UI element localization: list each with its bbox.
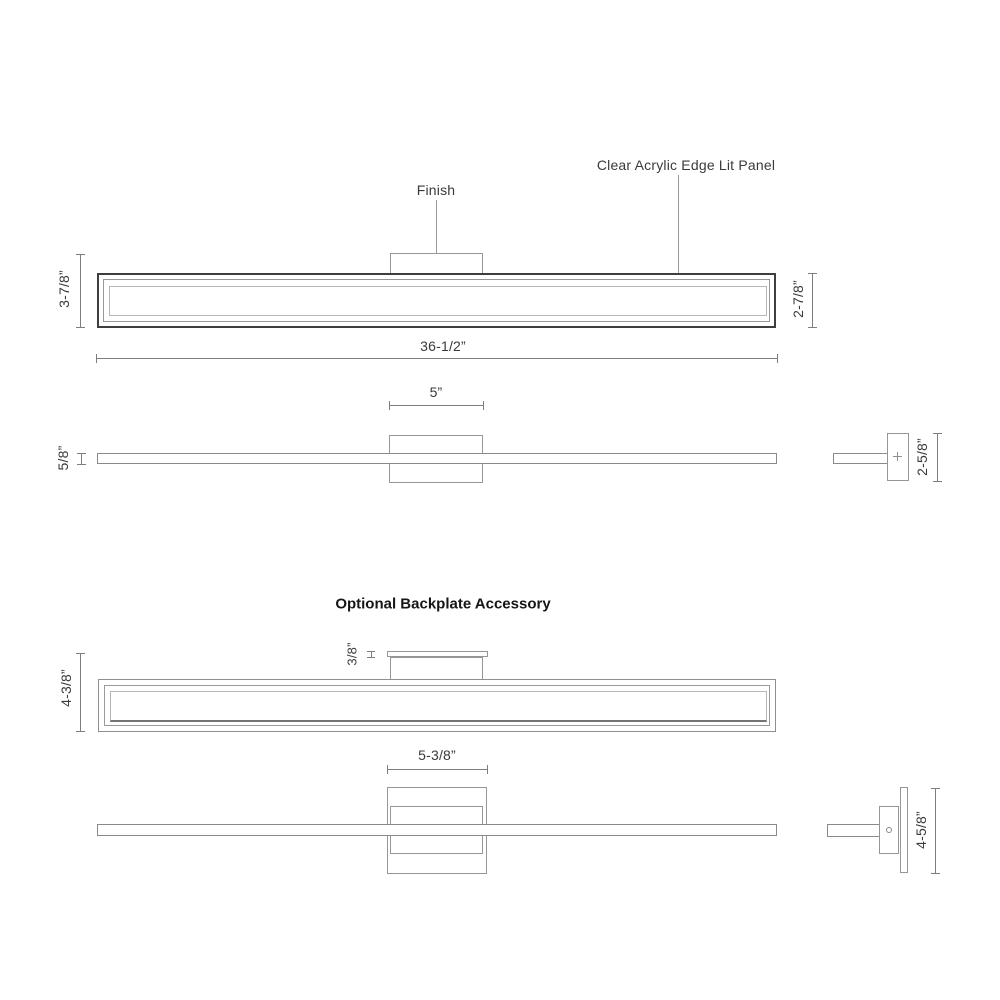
dim-tick	[933, 433, 942, 434]
dim-tick	[76, 327, 85, 328]
finish-leader-line	[436, 200, 437, 259]
dim-tick	[76, 653, 85, 654]
dim-tick	[76, 731, 85, 732]
fixture-arm-side-accessory	[827, 824, 880, 837]
dim-tick	[931, 788, 940, 789]
mounting-hole-dot	[886, 827, 892, 833]
dim-line-canopy-width	[389, 405, 483, 406]
section-title: Optional Backplate Accessory	[335, 595, 551, 613]
dim-tick	[77, 464, 86, 465]
dim-line-backplate-height	[935, 788, 936, 873]
dim-tick	[483, 401, 484, 410]
acrylic-panel-front	[109, 286, 767, 316]
dim-tick	[933, 481, 942, 482]
dim-line-overall-height	[80, 254, 81, 327]
dim-label-canopy-width: 5”	[429, 384, 443, 400]
acrylic-panel-callout-label: Clear Acrylic Edge Lit Panel	[596, 157, 776, 173]
fixture-bar-top-accessory	[97, 824, 777, 836]
fixture-arm-side	[833, 453, 888, 464]
dim-line-overall-height-accessory	[80, 653, 81, 731]
crosshair-icon	[897, 452, 898, 461]
dim-label-backplate-thickness: 3/8”	[344, 642, 360, 666]
dim-tick	[487, 765, 488, 774]
dim-tick	[96, 354, 97, 363]
acrylic-panel-leader-line	[678, 175, 679, 289]
acrylic-panel-front-accessory	[110, 691, 767, 722]
wall-plate-side	[887, 433, 909, 481]
dim-label-backplate-height: 4-5/8”	[913, 811, 929, 849]
dim-label-plate-height: 2-5/8”	[914, 438, 930, 476]
dim-tick	[389, 401, 390, 410]
dim-tick	[808, 327, 817, 328]
dim-line-body-height	[812, 273, 813, 327]
dim-label-overall-width: 36-1/2”	[420, 338, 466, 354]
dim-tick	[777, 354, 778, 363]
dim-tick	[808, 273, 817, 274]
dim-label-backplate-width: 5-3/8”	[418, 747, 456, 763]
dim-tick	[367, 657, 375, 658]
dim-tick	[931, 873, 940, 874]
dim-label-overall-height-accessory: 4-3/8”	[58, 669, 74, 707]
dim-label-overall-height: 3-7/8”	[56, 270, 72, 308]
dim-tick	[387, 765, 388, 774]
backplate-side	[900, 787, 908, 873]
dim-line-backplate-width	[387, 769, 487, 770]
dim-label-body-height: 2-7/8”	[790, 280, 806, 318]
dim-label-bar-depth: 5/8”	[55, 445, 71, 471]
dim-line-overall-width	[96, 358, 777, 359]
dim-tick	[367, 651, 375, 652]
dim-tick	[76, 254, 85, 255]
dim-line-plate-height	[937, 433, 938, 481]
dim-tick	[77, 453, 86, 454]
canopy-front-accessory	[390, 657, 483, 680]
fixture-bar-top	[97, 453, 777, 464]
finish-callout-label: Finish	[416, 182, 456, 198]
canopy-front	[390, 253, 483, 275]
